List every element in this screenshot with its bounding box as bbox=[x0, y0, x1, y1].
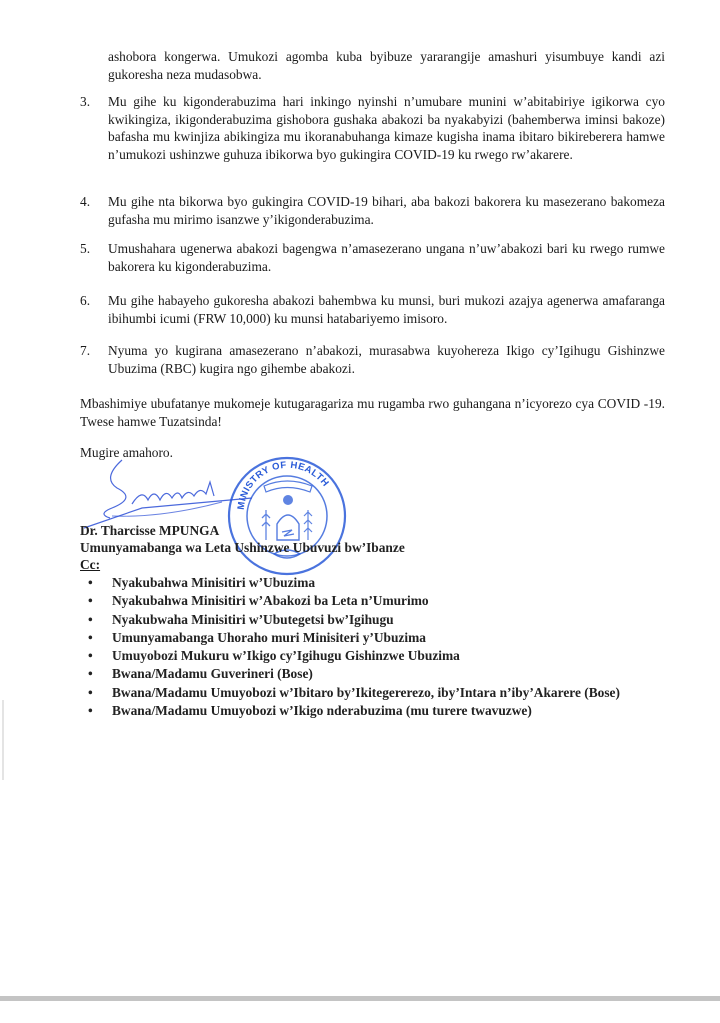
cc-recipient: • Umunyamabanga Uhoraho muri Minisiteri y’Ubuzima bbox=[88, 629, 426, 645]
list-item-6 bbox=[80, 292, 665, 327]
item-number: 6. bbox=[80, 293, 91, 308]
cc-recipient: • Nyakubahwa Minisitiri w’Ubuzima bbox=[88, 575, 316, 590]
salutation: Mugire amahoro. bbox=[80, 445, 173, 460]
svg-text:MINISTRY OF HEALTH: MINISTRY OF HEALTH bbox=[235, 459, 331, 511]
item-text: Mu gihe nta bikorwa byo gukingira COVID-19 bihari, aba bakozi bakorera ku masezerano bakomeza gufasha mu mirimo isanzwe y’ikigonderabuzima. bbox=[108, 194, 665, 227]
background-below-page bbox=[0, 1001, 720, 1023]
cc-list bbox=[88, 574, 666, 720]
cc-recipient: • Bwana/Madamu Umuyobozi w’Ibitaro by’Ikitegererezo, iby’Intara n’iby’Akarere (Bose) bbox=[88, 684, 620, 700]
signatory-name: Dr. Tharcisse MPUNGA bbox=[80, 523, 220, 538]
cc-recipient: • Bwana/Madamu Umuyobozi w’Ikigo nderabuzima (mu turere twavuzwe) bbox=[88, 703, 532, 719]
item-number: 4. bbox=[80, 194, 91, 209]
item-text: Mu gihe habayeho gukoresha abakozi bahembwa ku munsi, buri mukozi azajya agenerwa amafaranga ibihumbi icumi (FRW 10,000) ku munsi hatabariyemo imisoro. bbox=[108, 293, 665, 326]
signatory-title: Umunyamabanga wa Leta Ushinzwe Ubuvuzi bw’Ibanze bbox=[80, 540, 405, 555]
list-item-4 bbox=[80, 193, 665, 228]
closing-paragraph: Mbashimiye ubufatanye mukomeje kutugaragariza mu rugamba rwo guhangana n’icyorezo cya COVID -19. Twese hamwe Tuzatsinda! bbox=[80, 396, 665, 429]
scan-edge-artifact bbox=[2, 700, 4, 780]
cc-label: Cc: bbox=[80, 557, 101, 572]
list-item-7 bbox=[80, 342, 665, 377]
cc-recipient: • Umuyobozi Mukuru w’Ikigo cy’Igihugu Gishinzwe Ubuzima bbox=[88, 648, 460, 664]
list-item-5 bbox=[80, 240, 665, 275]
item-number: 3. bbox=[80, 94, 91, 109]
signature-icon bbox=[82, 458, 262, 530]
cc-recipient: • Nyakubahwa Minisitiri w’Abakozi ba Leta n’Umurimo bbox=[88, 593, 429, 609]
list-item-3 bbox=[80, 93, 665, 163]
cc-recipient: • Bwana/Madamu Guverineri (Bose) bbox=[88, 666, 313, 682]
item-number: 5. bbox=[80, 241, 91, 256]
item-text: Umushahara ugenerwa abakozi bagengwa n’amasezerano ungana n’uw’abakozi bari ku rwego rumwe bakorera ku kigonderabuzima. bbox=[108, 241, 665, 274]
item-text: Mu gihe ku kigonderabuzima hari inkingo nyinshi n’umubare munini w’abitabiriye igikorwa cyo kwikingiza, ikigonderabuzima gishobora gushaka abakozi ba nyakabyizi (bahemberwa iminsi bakoze) bafasha mu kwinjiza abikingiza mu ikoranabuhanga kimaze kugisha inama ibitaro bikireberera hamwe n’umukozi ushinzwe guhuza ibikorwa byo gukingira COVID-19 ku rwego rw’akarere. bbox=[108, 94, 665, 162]
cc-recipient: • Nyakubwaha Minisitiri w’Ubutegetsi bw’Igihugu bbox=[88, 611, 394, 627]
item-text: Nyuma yo kugirana amasezerano n’abakozi, murasabwa kuyohereza Ikigo cy’Igihugu Gishinzwe Ubuzima (RBC) kugira ngo gihembe abakozi. bbox=[108, 343, 665, 376]
intro-continuation: ashobora kongerwa. Umukozi agomba kuba byibuze yararangije amashuri yisumbuye kandi azi gukoresha neza mudasobwa. bbox=[108, 49, 665, 82]
item-number: 7. bbox=[80, 343, 91, 358]
